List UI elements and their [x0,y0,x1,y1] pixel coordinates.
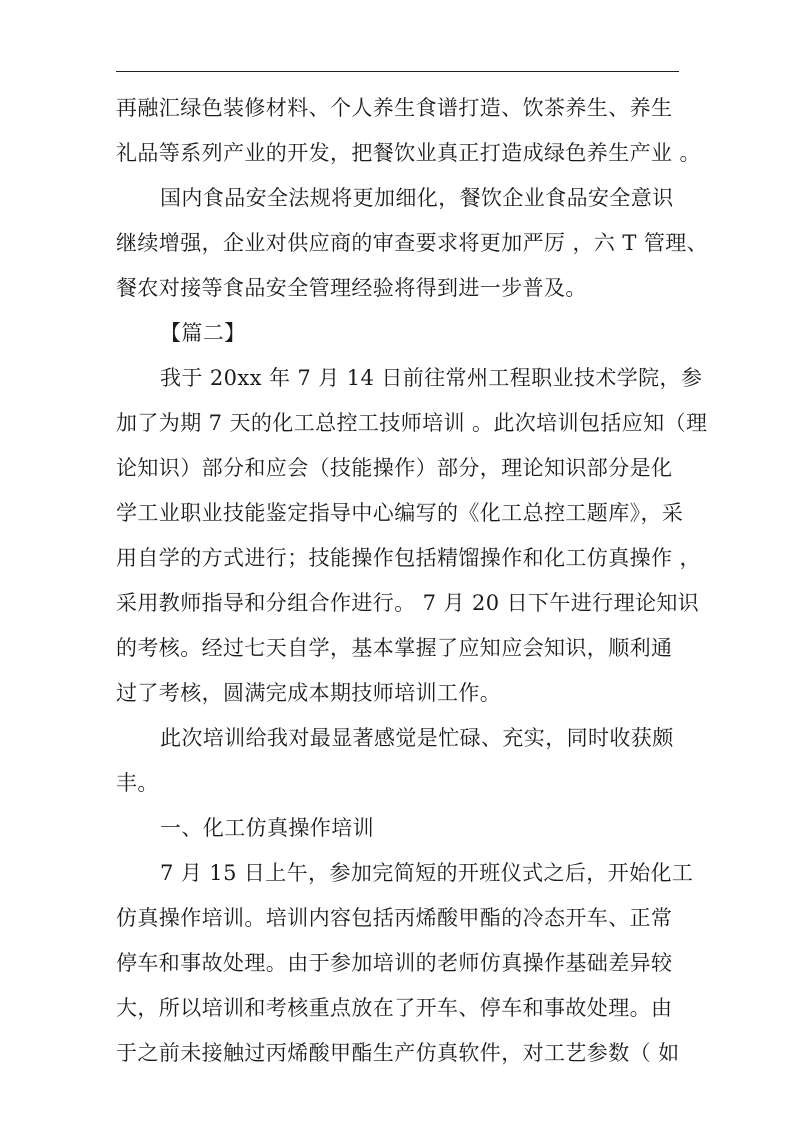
header-rule [116,71,679,72]
paragraph-start-line: 我于 20xx 年 7 月 14 日前往常州工程职业技术学院，参 [160,366,703,390]
text-line: 继续增强，企业对供应商的审查要求将更加严厉 ，六 T 管理、 [116,231,709,255]
text-line: 于之前未接触过丙烯酸甲酯生产仿真软件，对工艺参数（ 如 [116,1041,680,1065]
text-line: 大，所以培训和考核重点放在了开车、停车和事故处理。由 [116,996,673,1020]
subsection-heading: 一、化工仿真操作培训 [160,816,374,840]
text-line: 停车和事故处理。由于参加培训的老师仿真操作基础差异较 [116,951,673,975]
text-line: 用自学的方式进行；技能操作包括精馏操作和化工仿真操作 ， [116,546,701,570]
body-text [116,86,709,1076]
section-heading: 【篇二】 [160,321,246,345]
text-line: 过了考核，圆满完成本期技师培训工作。 [116,681,502,705]
text-line: 学工业职业技能鉴定指导中心编写的《化工总控工题库》，采 [116,501,684,525]
text-line: 采用教师指导和分组合作进行。 7 月 20 日下午进行理论知识 [116,591,700,615]
text-line: 再融汇绿色装修材料、个人养生食谱打造、饮茶养生、养生 [116,96,673,120]
text-line: 论知识）部分和应会（技能操作）部分，理论知识部分是化 [116,456,673,480]
paragraph-start-line: 此次培训给我对最显著感觉是忙碌、充实，同时收获颇 [160,726,674,750]
text-line: 餐农对接等食品安全管理经验将得到进一步普及。 [116,276,587,300]
text-line: 礼品等系列产业的开发，把餐饮业真正打造成绿色养生产业 。 [116,141,701,165]
text-line: 丰。 [116,771,159,795]
text-line: 加了为期 7 天的化工总控工技师培训 。此次培训包括应知（理 [116,411,708,435]
paragraph-start-line: 7 月 15 日上午，参加完简短的开班仪式之后，开始化工 [160,861,694,885]
paragraph-start-line: 国内食品安全法规将更加细化，餐饮企业食品安全意识 [160,186,674,210]
text-line: 仿真操作培训。培训内容包括丙烯酸甲酯的冷态开车、正常 [116,906,673,930]
text-line: 的考核。经过七天自学，基本掌握了应知应会知识，顺利通 [116,636,673,660]
